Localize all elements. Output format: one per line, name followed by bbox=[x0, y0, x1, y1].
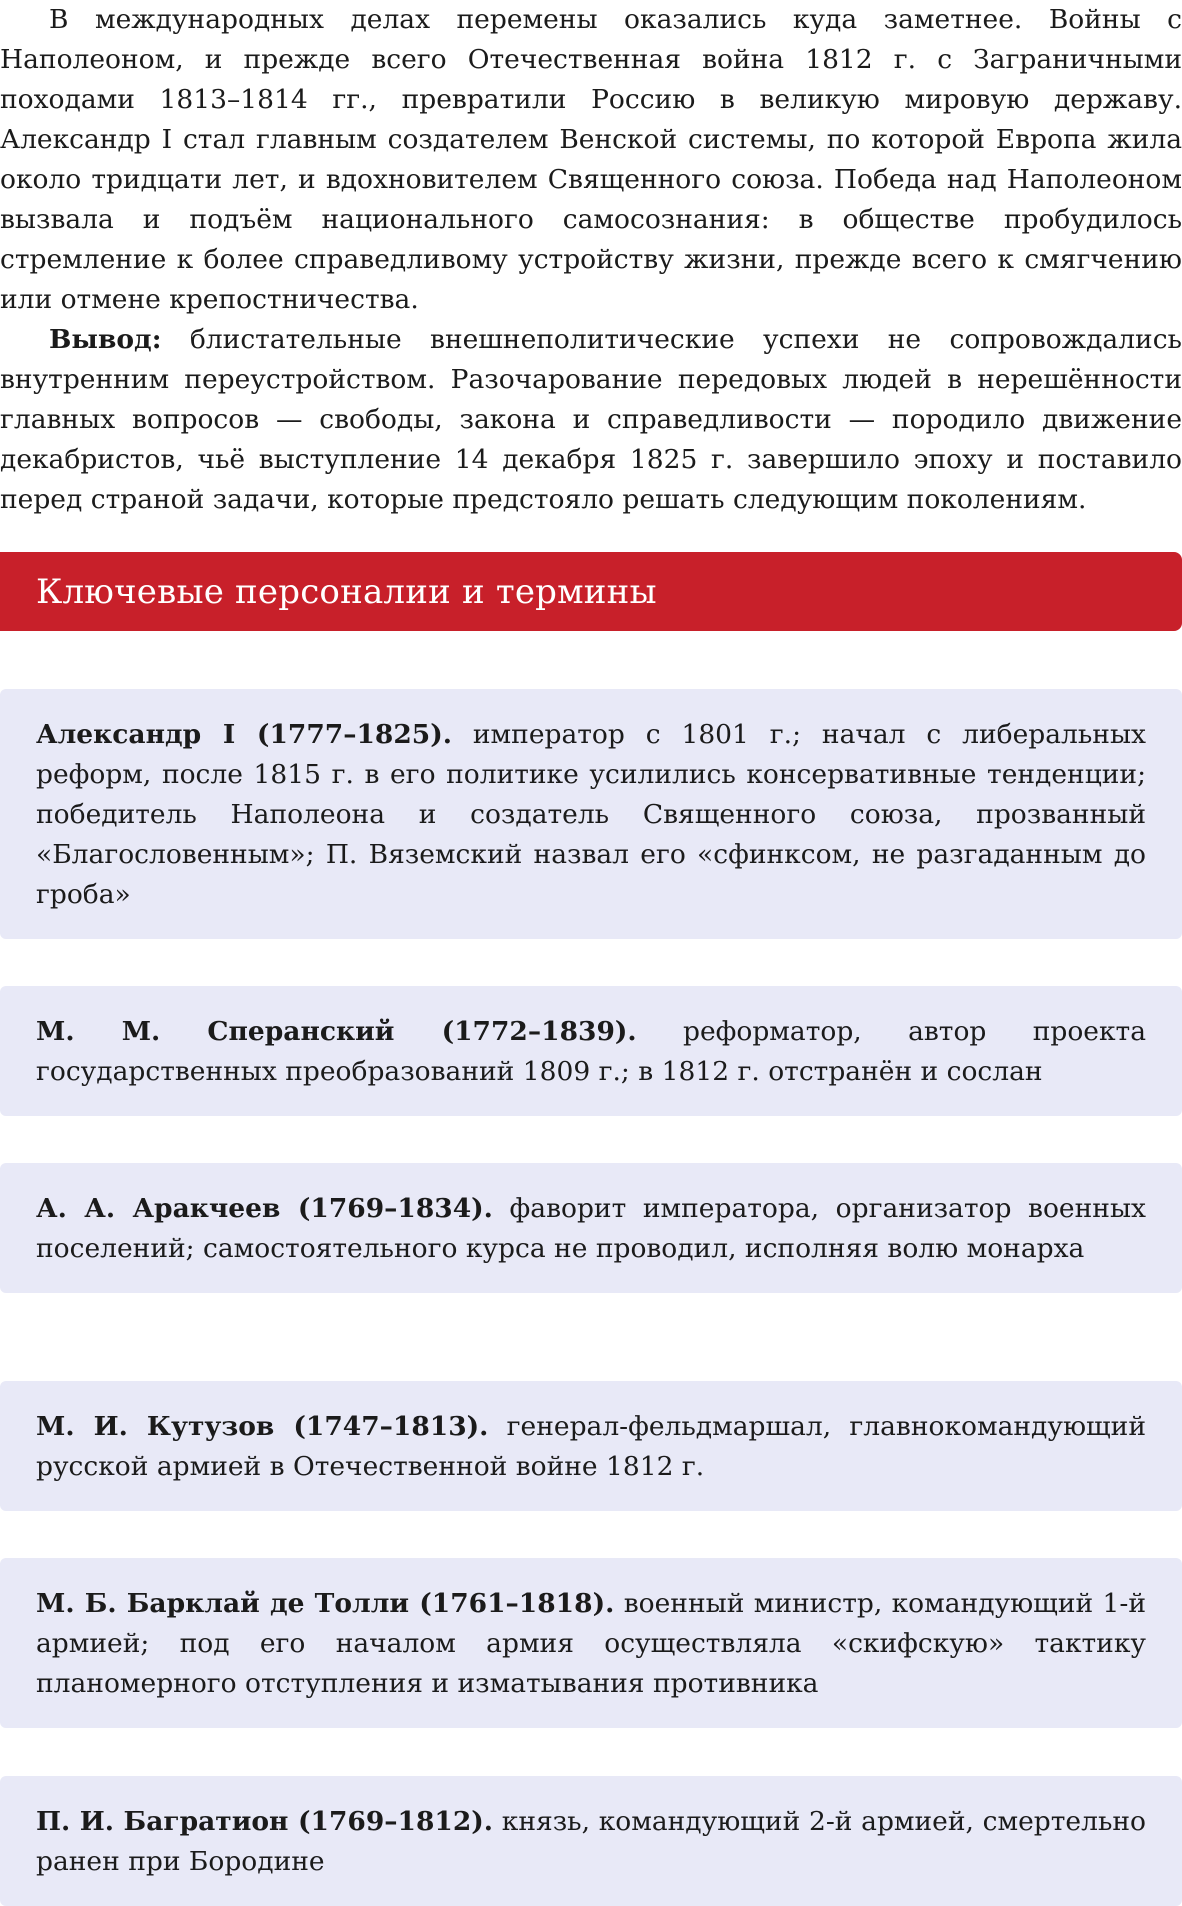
term-description: князь, командующий 2-й армией, смертельно ранен при Бородине bbox=[36, 1806, 1146, 1877]
term-description: военный министр, командующий 1-й армией; под его началом армия осуществляла «скифскую» тактику планомерного отступления и изматывания противника bbox=[36, 1588, 1147, 1699]
paragraph bbox=[0, 0, 1182, 320]
section-title: Ключевые персоналии и термины bbox=[36, 571, 657, 612]
intro-text bbox=[0, 0, 1182, 520]
term-entry bbox=[36, 1584, 1146, 1704]
conclusion-label: Вывод: bbox=[49, 324, 162, 355]
term-entry bbox=[36, 1407, 1146, 1487]
term-entry bbox=[36, 715, 1146, 915]
term-card bbox=[0, 1776, 1182, 1906]
conclusion-text: блистательные внешнеполитические успехи не сопровождались внутренним переустройством. Разочарование передовых людей в нерешённости главных вопросов — свободы, закона и справедливости — породило движение декабристов, чьё выступление 14 декабря 1825 г. завершило эпоху и поставило перед страной задачи, которые предстояло решать следующим поколениям. bbox=[0, 324, 1182, 515]
term-name: М. Б. Барклай де Толли (1761–1818). bbox=[36, 1588, 615, 1619]
term-name: М. И. Кутузов (1747–1813). bbox=[36, 1411, 489, 1442]
conclusion-paragraph bbox=[0, 320, 1182, 520]
term-description: реформатор, автор проекта государственных преобразований 1809 г.; в 1812 г. отстранён и сослан bbox=[36, 1016, 1146, 1087]
term-description: император с 1801 г.; начал с либеральных реформ, после 1815 г. в его политике усилились консервативные тенденции; победитель Наполеона и создатель Священного союза, прозванный «Благословенным»; П. Вяземский назвал его «сфинксом, не разгаданным до гроба» bbox=[36, 719, 1146, 910]
term-description: фаворит императора, организатор военных поселений; самостоятельного курса не проводил, исполняя волю монарха bbox=[36, 1193, 1146, 1264]
paragraph-text: В международных делах перемены оказались куда заметнее. Войны с Наполеоном, и прежде всего Отечественная война 1812 г. с Заграничными походами 1813–1814 гг., превратили Россию в великую мировую державу. Александр I стал главным создателем Венской системы, по которой Европа жила около тридцати лет, и вдохновителем Священного союза. Победа над Наполеоном вызвала и подъём национального самосознания: в обществе пробудилось стремление к более справедливому устройству жизни, прежде всего к смягчению или отмене крепостничества. bbox=[0, 4, 1182, 315]
term-card bbox=[0, 986, 1182, 1116]
term-name: М. М. Сперанский (1772–1839). bbox=[36, 1016, 637, 1047]
term-name: П. И. Багратион (1769–1812). bbox=[36, 1806, 494, 1837]
section-banner bbox=[0, 552, 1182, 631]
term-name: А. А. Аракчеев (1769–1834). bbox=[36, 1193, 493, 1224]
term-entry bbox=[36, 1802, 1146, 1882]
term-entry bbox=[36, 1189, 1146, 1269]
term-card bbox=[0, 1381, 1182, 1511]
term-card bbox=[0, 1163, 1182, 1293]
term-name: Александр I (1777–1825). bbox=[36, 719, 452, 750]
term-entry bbox=[36, 1012, 1146, 1092]
term-card bbox=[0, 689, 1182, 939]
term-description: генерал-фельдмаршал, главнокомандующий русской армией в Отечественной войне 1812 г. bbox=[36, 1411, 1146, 1482]
term-card bbox=[0, 1558, 1182, 1728]
